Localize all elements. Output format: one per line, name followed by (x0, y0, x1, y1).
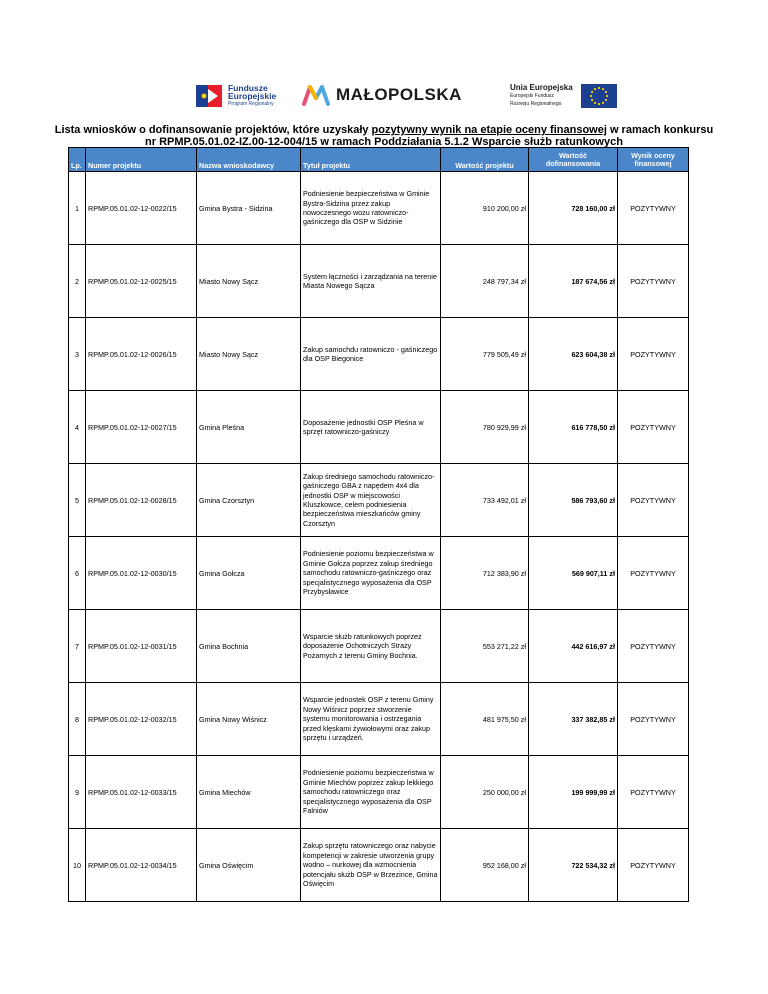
table-body (69, 172, 689, 902)
cell-wynik: POZYTYWNY (618, 318, 689, 391)
cell-tytul: Podniesienie bezpieczeństwa w Gminie Bystra-Sidzina przez zakup nowoczesnego wozu ratowniczo-gaśniczego dla OSP w Sidzinie (301, 172, 441, 245)
cell-dofin: 442 616,97 zł (529, 610, 618, 683)
fe-line2: Europejskie (228, 91, 277, 101)
cell-tytul: Doposażenie jednostki OSP Pleśna w sprzęt ratowniczo-gaśniczy (301, 391, 441, 464)
title-underlined: pozytywny wynik na etapie oceny finansowej (371, 124, 607, 136)
title-line1: Lista wniosków o dofinansowanie projektów, które uzyskały pozytywny wynik na etapie oceny finansowej w ramach konkursu (54, 124, 714, 136)
fe-star-icon (196, 83, 222, 109)
cell-numer: RPMP.05.01.02-12-0027/15 (86, 391, 197, 464)
header-nazwa: Nazwa wnioskodawcy (197, 148, 301, 172)
cell-lp: 7 (69, 610, 86, 683)
cell-dofin: 728 160,00 zł (529, 172, 618, 245)
cell-wartosc: 952 168,00 zł (441, 829, 529, 902)
cell-numer: RPMP.05.01.02-12-0030/15 (86, 537, 197, 610)
cell-nazwa: Miasto Nowy Sącz (197, 318, 301, 391)
cell-wynik: POZYTYWNY (618, 683, 689, 756)
cell-numer: RPMP.05.01.02-12-0034/15 (86, 829, 197, 902)
table-row (69, 610, 689, 683)
cell-tytul: Zakup sprzętu ratowniczego oraz nabycie kompetencji w zakresie utworzenia grupy wodno – nurkowej dla wzmocnienia potencjału służb OSP w Brzezince, Gmina Oświęcim (301, 829, 441, 902)
cell-numer: RPMP.05.01.02-12-0028/15 (86, 464, 197, 537)
cell-tytul: Podniesienie poziomu bezpieczeństwa w Gminie Gołcza poprzez zakup średniego samochodu ratowniczo-gaśniczego oraz specjalistycznego wyposażenia dla OSP Przybysławice (301, 537, 441, 610)
cell-nazwa: Gmina Czorsztyn (197, 464, 301, 537)
table-row (69, 391, 689, 464)
cell-numer: RPMP.05.01.02-12-0025/15 (86, 245, 197, 318)
ue-line2: Europejski Fundusz (510, 93, 554, 99)
cell-dofin: 187 674,56 zł (529, 245, 618, 318)
cell-numer: RPMP.05.01.02-12-0022/15 (86, 172, 197, 245)
ue-line3: Rozwoju Regionalnego (510, 101, 562, 107)
table-row (69, 172, 689, 245)
cell-wynik: POZYTYWNY (618, 610, 689, 683)
cell-tytul: Zakup samochdu ratowniczo - gaśniczego dla OSP Biegonice (301, 318, 441, 391)
cell-lp: 3 (69, 318, 86, 391)
header-wynik: Wynik oceny finansowej (618, 148, 689, 172)
cell-tytul: System łączności i zarządzania na terenie Miasta Nowego Sącza (301, 245, 441, 318)
cell-dofin: 337 382,85 zł (529, 683, 618, 756)
cell-wartosc: 779 505,49 zł (441, 318, 529, 391)
cell-nazwa: Gmina Bystra - Sidzina (197, 172, 301, 245)
cell-wynik: POZYTYWNY (618, 172, 689, 245)
eu-flag-icon (581, 84, 617, 108)
cell-lp: 10 (69, 829, 86, 902)
cell-wartosc: 910 200,00 zł (441, 172, 529, 245)
cell-tytul: Zakup średniego samochodu ratowniczo-gaśniczego GBA z napędem 4x4 dla jednostki OSP w miejscowości Kluszkowce, celem podniesienia bezpieczeństwa mieszkańców gminy Czorsztyn (301, 464, 441, 537)
cell-tytul: Wsparcie jednostek OSP z terenu Gminy Nowy Wiśnicz poprzez stworzenie systemu monitorowania i ostrzegania przed klęskami żywiołowymi oraz zakup sprzętu i urządzeń. (301, 683, 441, 756)
cell-wynik: POZYTYWNY (618, 756, 689, 829)
cell-wartosc: 481 975,50 zł (441, 683, 529, 756)
header-wartosc: Wartość projektu (441, 148, 529, 172)
cell-tytul: Wsparcie służb ratunkowych poprzez doposażenie Ochotniczych Straży Pożarnych z terenu Gminy Bochnia. (301, 610, 441, 683)
document-title (0, 124, 768, 148)
cell-dofin: 722 534,32 zł (529, 829, 618, 902)
cell-dofin: 199 999,99 zł (529, 756, 618, 829)
fundusze-europejskie-logo (196, 82, 276, 110)
cell-lp: 2 (69, 245, 86, 318)
title-line2: nr RPMP.05.01.02-IZ.00-12-004/15 w ramach Poddziałania 5.1.2 Wsparcie służb ratunkowych (145, 136, 623, 148)
malopolska-wordmark: MAŁOPOLSKA (336, 85, 462, 104)
header-numer: Numer projektu (86, 148, 197, 172)
cell-wartosc: 248 797,34 zł (441, 245, 529, 318)
cell-lp: 5 (69, 464, 86, 537)
cell-nazwa: Gmina Miechów (197, 756, 301, 829)
cell-tytul: Podniesienie poziomu bezpieczeństwa w Gminie Miechów poprzez zakup lekkiego samochodu ratowniczego oraz specjalistycznego wyposażenia dla OSP Falniów (301, 756, 441, 829)
cell-lp: 8 (69, 683, 86, 756)
table-row (69, 245, 689, 318)
cell-lp: 1 (69, 172, 86, 245)
cell-dofin: 586 793,60 zł (529, 464, 618, 537)
cell-wartosc: 553 271,22 zł (441, 610, 529, 683)
cell-wynik: POZYTYWNY (618, 245, 689, 318)
header-tytul: Tytuł projektu (301, 148, 441, 172)
cell-wynik: POZYTYWNY (618, 829, 689, 902)
header-lp: Lp. (69, 148, 86, 172)
table-row (69, 756, 689, 829)
cell-wartosc: 250 000,00 zł (441, 756, 529, 829)
cell-wynik: POZYTYWNY (618, 391, 689, 464)
header-dofin: Wartość dofinansowania (529, 148, 618, 172)
cell-nazwa: Gmina Bochnia (197, 610, 301, 683)
table-row (69, 537, 689, 610)
table-row (69, 829, 689, 902)
table-row (69, 464, 689, 537)
table-row (69, 683, 689, 756)
malopolska-logo (302, 84, 462, 106)
cell-nazwa: Gmina Nowy Wiśnicz (197, 683, 301, 756)
results-table (68, 147, 689, 902)
malopolska-m-icon (302, 84, 330, 106)
cell-wartosc: 780 929,99 zł (441, 391, 529, 464)
cell-lp: 9 (69, 756, 86, 829)
unia-europejska-logo (510, 84, 617, 108)
cell-wynik: POZYTYWNY (618, 464, 689, 537)
cell-lp: 6 (69, 537, 86, 610)
cell-nazwa: Gmina Pleśna (197, 391, 301, 464)
cell-numer: RPMP.05.01.02-12-0033/15 (86, 756, 197, 829)
cell-numer: RPMP.05.01.02-12-0032/15 (86, 683, 197, 756)
cell-numer: RPMP.05.01.02-12-0026/15 (86, 318, 197, 391)
cell-nazwa: Miasto Nowy Sącz (197, 245, 301, 318)
cell-wartosc: 733 492,01 zł (441, 464, 529, 537)
cell-wynik: POZYTYWNY (618, 537, 689, 610)
cell-lp: 4 (69, 391, 86, 464)
cell-nazwa: Gmina Oświęcim (197, 829, 301, 902)
cell-nazwa: Gmina Gołcza (197, 537, 301, 610)
cell-numer: RPMP.05.01.02-12-0031/15 (86, 610, 197, 683)
ue-line1: Unia Europejska (510, 83, 573, 92)
cell-dofin: 623 604,38 zł (529, 318, 618, 391)
table-row (69, 318, 689, 391)
fe-line1: Fundusze (228, 83, 268, 93)
fe-line3: Program Regionalny (228, 101, 274, 107)
table-header-row (69, 148, 689, 172)
cell-dofin: 569 907,11 zł (529, 537, 618, 610)
cell-wartosc: 712 383,90 zł (441, 537, 529, 610)
cell-dofin: 616 778,50 zł (529, 391, 618, 464)
